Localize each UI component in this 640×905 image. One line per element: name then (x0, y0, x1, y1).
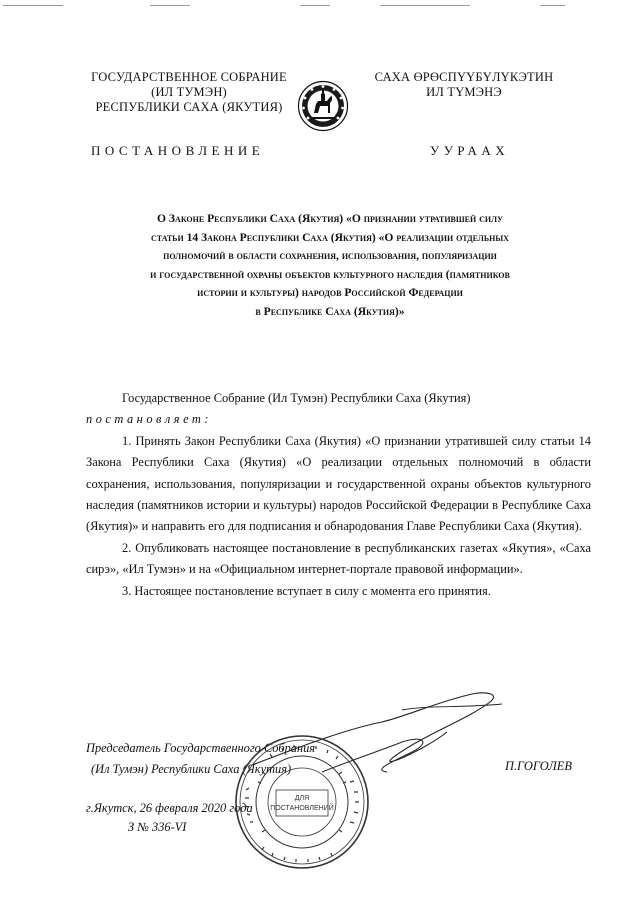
intro-paragraph: Государственное Собрание (Ил Тумэн) Республики Саха (Якутия) (122, 391, 471, 405)
signer-position-line: (Ил Тумэн) Республики Саха (Якутия) (91, 762, 292, 776)
sakha-emblem-icon (297, 80, 349, 132)
header-left-line: (ИЛ ТУМЭН) (151, 85, 227, 99)
decree-item: 2. Опубликовать настоящее постановление в республиканских газетах «Якутия», «Саха сирэ», «Ил Тумэн» и на «Официальном интернет-портале правовой информации». (86, 540, 591, 577)
scan-artifact-line (0, 3, 640, 9)
header-right-line: ИЛ ТҮМЭНЭ (426, 85, 502, 99)
title-line: в Республике Саха (Якутия)» (255, 304, 405, 318)
seal-center-line: ДЛЯ (294, 795, 310, 802)
header-left-block (80, 70, 298, 115)
title-line: О Законе Республики Саха (Якутия) «О признании утратившей силу (157, 212, 503, 225)
seal-center-line: ПОСТАНОВЛЕНИЙ (270, 805, 334, 812)
official-seal (232, 732, 372, 872)
signer-position-line: Председатель Государственного Собрания (86, 741, 316, 755)
header-left-line: ГОСУДАРСТВЕННОЕ СОБРАНИЕ (91, 70, 287, 84)
title-line: полномочий в области сохранения, использования, популяризации (163, 249, 497, 263)
decree-item: 1. Принять Закон Республики Саха (Якутия) «О признании утратившей силу статьи 14 Закона Республики Саха (Якутия) «О реализации отдельных полномочий в области сохранения, использования, популяризации и государственной охраны объектов культурного наследия (памятников истории и культуры) народов Российской Федерации в Республике Саха (Якутия)» и направить его для подписания и обнародования Главе Республики Саха (Якутия). (86, 433, 591, 534)
title-line: и государственной охраны объектов культурного наследия (памятников (150, 267, 510, 281)
title-line: истории и культуры) народов Российской Федерации (197, 286, 463, 300)
document-body (86, 388, 591, 602)
doc-type-yakut: УУРААХ (430, 143, 510, 158)
document-number: З № 336-VI (128, 820, 187, 834)
title-line: статьи 14 Закона Республики Саха (Якутия) «О реализации отдельных (151, 230, 509, 244)
signer-name: П.ГОГОЛЕВ (505, 759, 572, 773)
header-left-line: РЕСПУБЛИКИ САХА (ЯКУТИЯ) (95, 100, 283, 114)
place-date: г.Якутск, 26 февраля 2020 года (86, 801, 253, 815)
doc-type-russian: ПОСТАНОВЛЕНИЕ (91, 143, 265, 158)
decrees-line: постановляет: (86, 412, 212, 427)
header-right-block (374, 70, 554, 100)
decree-item: 3. Настоящее постановление вступает в силу с момента его принятия. (122, 583, 491, 598)
header-right-line: САХА ӨРӨСПҮҮБҮЛҮКЭТИН (374, 70, 554, 84)
document-title (90, 210, 570, 322)
